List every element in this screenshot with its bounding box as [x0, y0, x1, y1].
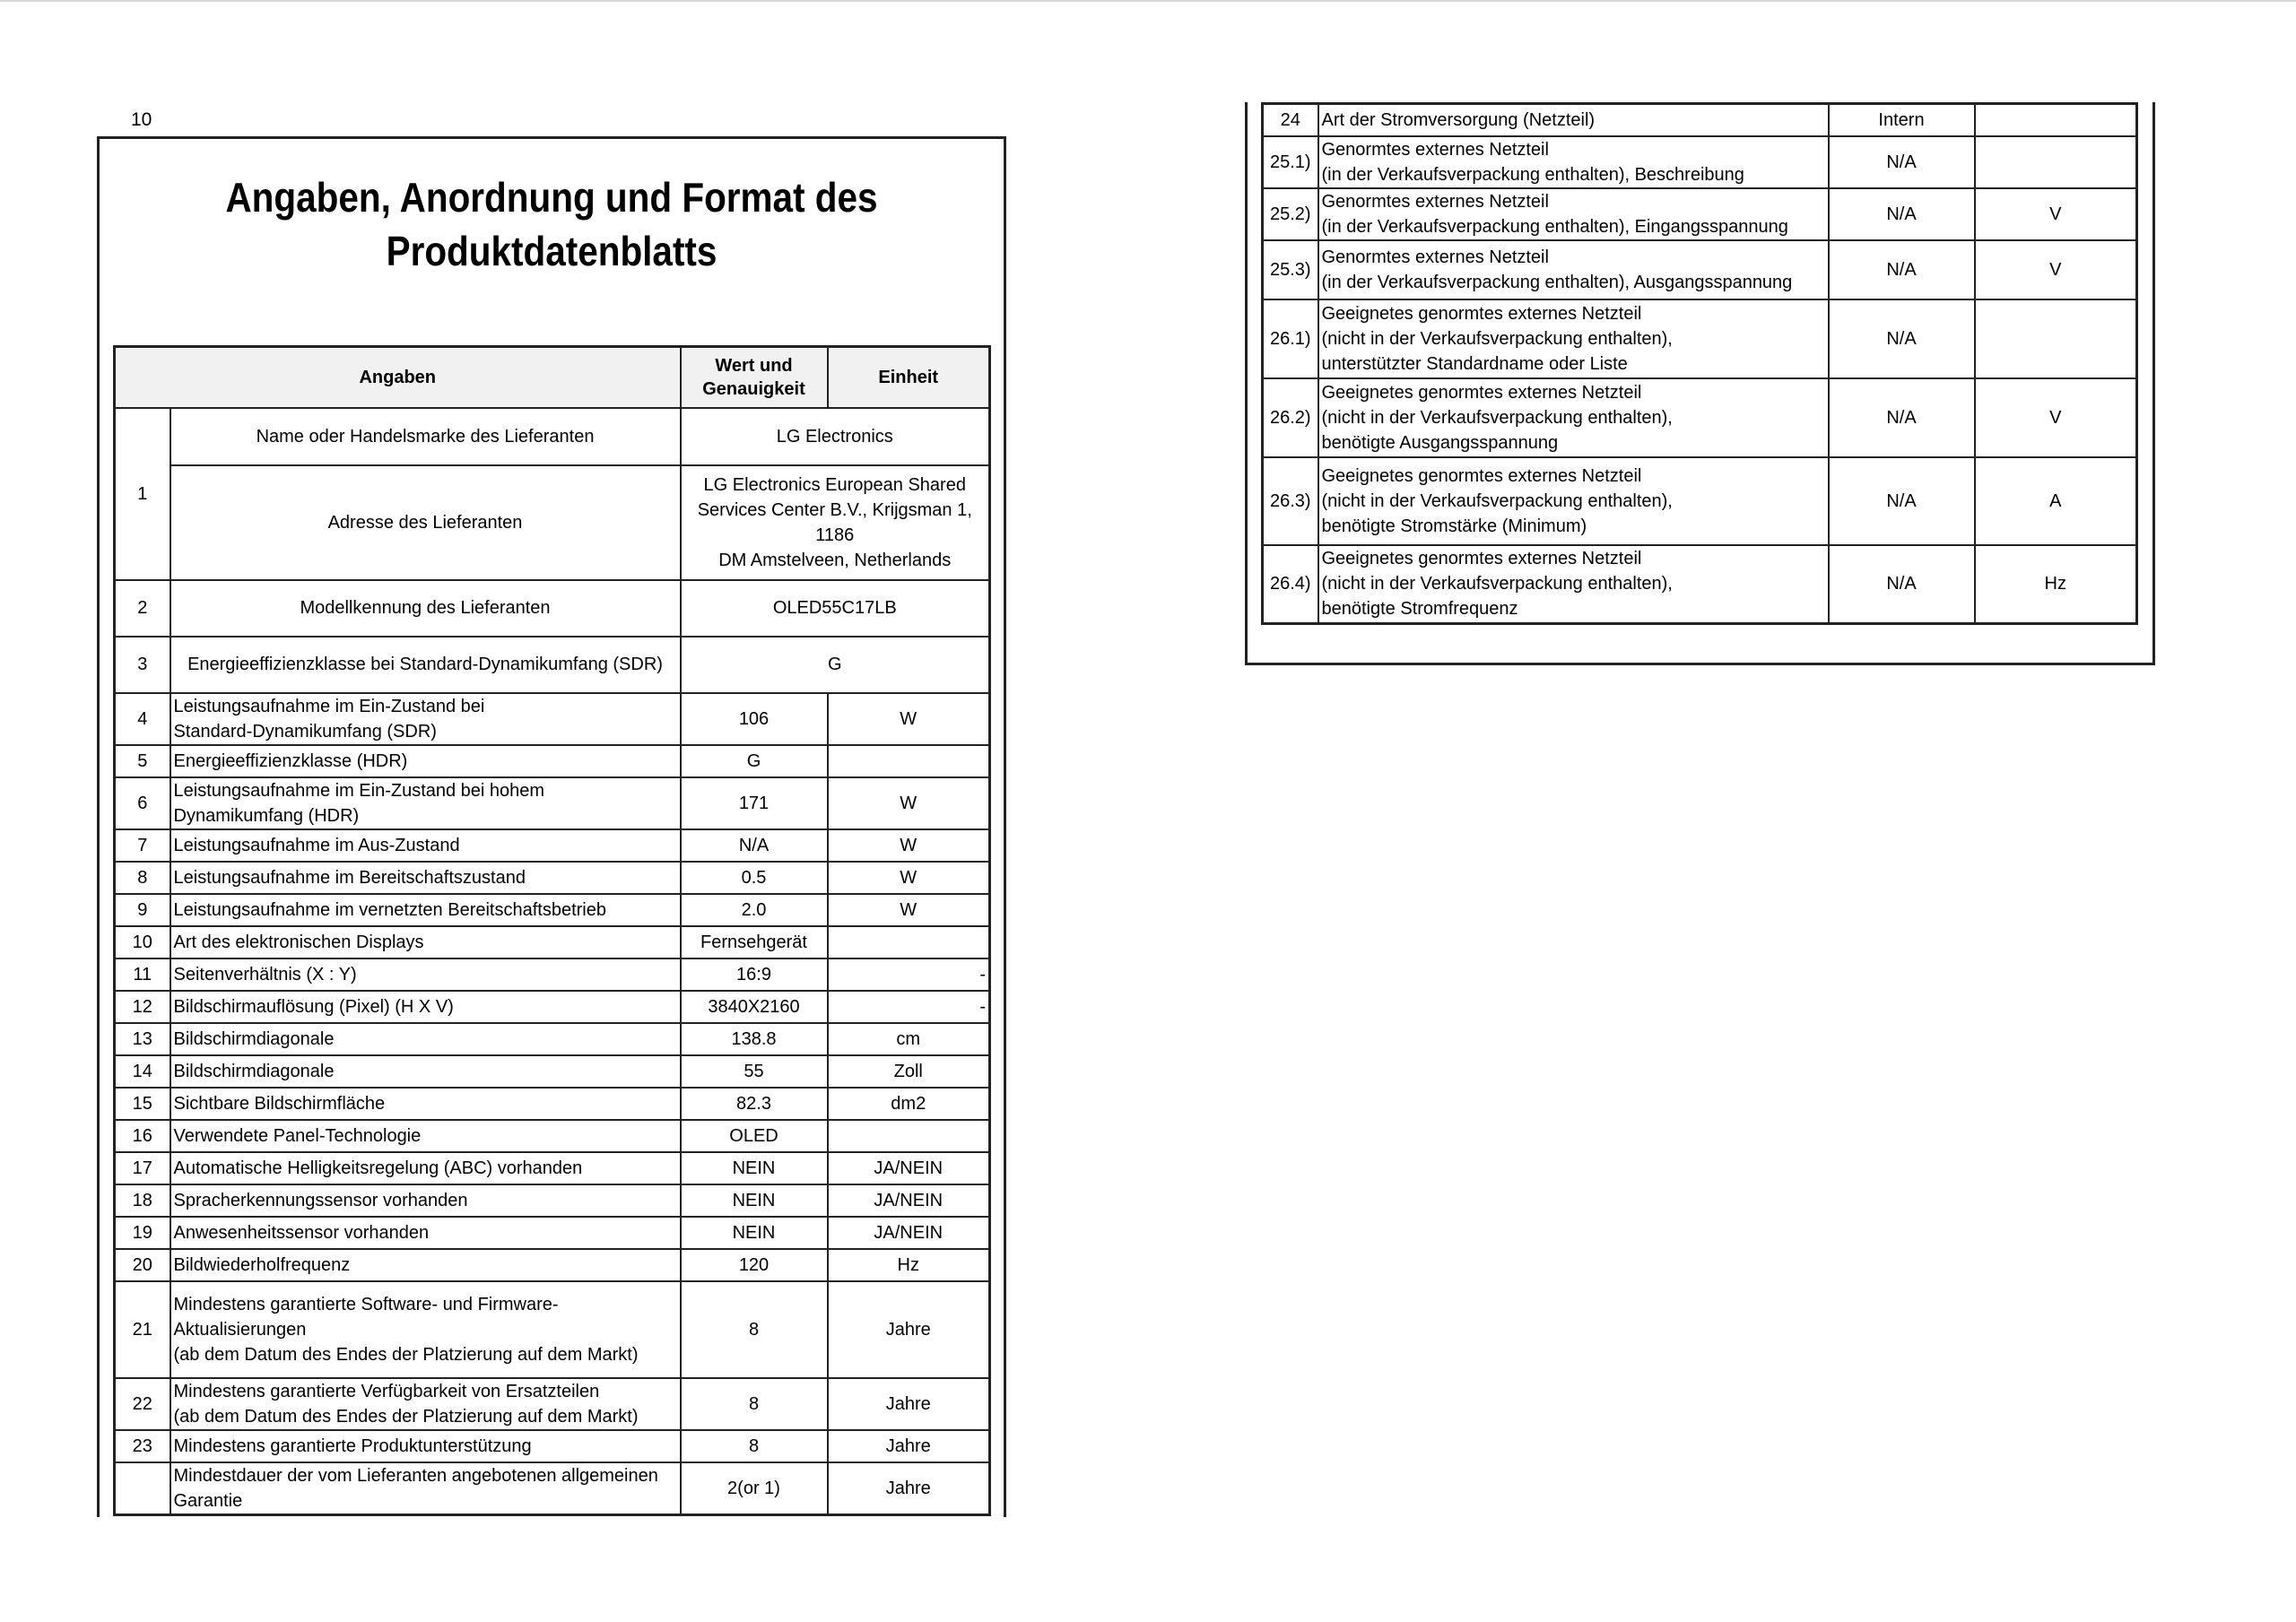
page-title [152, 170, 952, 278]
row-number: 23 [115, 1430, 170, 1462]
row-label: Art des elektronischen Displays [170, 926, 681, 958]
row-value: N/A [1829, 240, 1975, 299]
row-value: 2(or 1) [681, 1462, 828, 1515]
header-angaben: Angaben [115, 347, 681, 408]
row-unit: Jahre [828, 1281, 990, 1378]
row-unit [1975, 104, 2137, 136]
row-unit: JA/NEIN [828, 1217, 990, 1249]
table-row [1263, 378, 2137, 457]
row-unit: W [828, 894, 990, 926]
label-line: (nicht in der Verkaufsverpackung enthalten), [1321, 490, 1673, 511]
table-row [115, 958, 990, 991]
row-unit: V [1975, 378, 2137, 457]
row-unit [828, 1120, 990, 1152]
row-unit: Hz [828, 1249, 990, 1281]
row-number: 3 [115, 637, 170, 693]
label-line: (nicht in der Verkaufsverpackung enthalten), [1321, 574, 1673, 594]
row-value: 55 [681, 1055, 828, 1088]
table-row [115, 1055, 990, 1088]
table-row [1263, 188, 2137, 240]
title-line-1: Angaben, Anordnung und Format des [225, 174, 878, 221]
page-number: 10 [131, 109, 152, 130]
label-line: (ab dem Datum des Endes der Platzierung auf dem Markt) [173, 1344, 639, 1365]
table-row [1263, 545, 2137, 624]
row-number: 11 [115, 958, 170, 991]
row-label: Leistungsaufnahme im vernetzten Bereitschaftsbetrieb [170, 894, 681, 926]
row-number: 18 [115, 1184, 170, 1217]
row-number: 5 [115, 745, 170, 777]
table-row [115, 1281, 990, 1378]
row-number: 19 [115, 1217, 170, 1249]
label-line: Standard-Dynamikumfang (SDR) [173, 721, 437, 742]
table-row [115, 1023, 990, 1055]
label-line: Mindestens garantierte Software- und Firmware-Aktualisierungen [173, 1294, 559, 1340]
table-row [115, 1088, 990, 1120]
table-row [1263, 299, 2137, 378]
row-label [170, 1378, 681, 1430]
row-unit [828, 745, 990, 777]
row-number: 4 [115, 693, 170, 745]
row-label: Bildschirmdiagonale [170, 1055, 681, 1088]
table-row [115, 829, 990, 862]
row-number: 7 [115, 829, 170, 862]
label-line: (in der Verkaufsverpackung enthalten), Eingangsspannung [1321, 216, 1788, 237]
row-value: OLED [681, 1120, 828, 1152]
row-number: 6 [115, 777, 170, 829]
row-number: 9 [115, 894, 170, 926]
row-number: 10 [115, 926, 170, 958]
row-label: Sichtbare Bildschirmfläche [170, 1088, 681, 1120]
row-value: LG Electronics [681, 408, 990, 465]
label-line: Mindestens garantierte Verfügbarkeit von Ersatzteilen [173, 1381, 600, 1401]
table-row [1263, 136, 2137, 188]
row-value: Fernsehgerät [681, 926, 828, 958]
row-number: 14 [115, 1055, 170, 1088]
product-data-table-left [113, 345, 991, 1516]
row-unit: W [828, 862, 990, 894]
row-number: 26.3) [1263, 457, 1318, 545]
row-label [1318, 457, 1829, 545]
row-label: Modellkennung des Lieferanten [170, 580, 681, 637]
row-label: Spracherkennungssensor vorhanden [170, 1184, 681, 1217]
row-number: 1 [115, 408, 170, 580]
row-number: 24 [1263, 104, 1318, 136]
row-label [1318, 136, 1829, 188]
row-unit: Jahre [828, 1378, 990, 1430]
row-value: G [681, 637, 990, 693]
table-row [115, 862, 990, 894]
table-row [115, 1152, 990, 1184]
row-number: 8 [115, 862, 170, 894]
row-value: 3840X2160 [681, 991, 828, 1023]
row-unit: - [828, 991, 990, 1023]
row-value: N/A [1829, 378, 1975, 457]
row-number: 26.2) [1263, 378, 1318, 457]
row-label [170, 1281, 681, 1378]
row-number: 17 [115, 1152, 170, 1184]
row-unit: JA/NEIN [828, 1152, 990, 1184]
table-row [115, 777, 990, 829]
row-number [115, 1462, 170, 1515]
row-value: 2.0 [681, 894, 828, 926]
row-number: 12 [115, 991, 170, 1023]
row-unit: V [1975, 188, 2137, 240]
row-label: Mindestens garantierte Produktunterstützung [170, 1430, 681, 1462]
row-value: N/A [1829, 299, 1975, 378]
row-label: Name oder Handelsmarke des Lieferanten [170, 408, 681, 465]
table-header-row [115, 347, 990, 408]
table-row [115, 465, 990, 580]
label-line: Geeignetes genormtes externes Netzteil [1321, 382, 1642, 403]
label-line: benötigte Stromfrequenz [1321, 599, 1518, 620]
row-value: 0.5 [681, 862, 828, 894]
value-line: DM Amstelveen, Netherlands [718, 550, 952, 570]
row-label [1318, 188, 1829, 240]
table-row [115, 991, 990, 1023]
label-line: benötigte Ausgangsspannung [1321, 432, 1559, 453]
table-row [115, 1249, 990, 1281]
row-label: Bildschirmdiagonale [170, 1023, 681, 1055]
table-row [115, 745, 990, 777]
value-line: LG Electronics European Shared [703, 474, 966, 495]
row-unit: cm [828, 1023, 990, 1055]
table-row [115, 894, 990, 926]
row-number: 20 [115, 1249, 170, 1281]
row-value: NEIN [681, 1217, 828, 1249]
row-label [170, 777, 681, 829]
row-label: Leistungsaufnahme im Aus-Zustand [170, 829, 681, 862]
label-line: (nicht in der Verkaufsverpackung enthalten), [1321, 407, 1673, 428]
row-unit: dm2 [828, 1088, 990, 1120]
label-line: (nicht in der Verkaufsverpackung enthalten), [1321, 328, 1673, 349]
label-line: Leistungsaufnahme im Ein-Zustand bei [173, 696, 485, 716]
table-row [115, 1184, 990, 1217]
row-value: N/A [1829, 545, 1975, 624]
row-number: 25.3) [1263, 240, 1318, 299]
row-value: N/A [681, 829, 828, 862]
row-value: 8 [681, 1430, 828, 1462]
row-value: 120 [681, 1249, 828, 1281]
row-value: G [681, 745, 828, 777]
row-value: NEIN [681, 1152, 828, 1184]
row-number: 22 [115, 1378, 170, 1430]
row-label [1318, 240, 1829, 299]
table-row [115, 693, 990, 745]
row-label [170, 693, 681, 745]
row-label [1318, 378, 1829, 457]
row-unit: A [1975, 457, 2137, 545]
row-label: Leistungsaufnahme im Bereitschaftszustand [170, 862, 681, 894]
row-number: 13 [115, 1023, 170, 1055]
label-line: Leistungsaufnahme im Ein-Zustand bei hohem [173, 780, 545, 801]
label-line: Geeignetes genormtes externes Netzteil [1321, 465, 1642, 486]
table-row [115, 408, 990, 465]
top-rule [0, 0, 2296, 2]
table-row [115, 580, 990, 637]
value-line: Services Center B.V., Krijgsman 1, 1186 [697, 499, 972, 545]
label-line: Geeignetes genormtes externes Netzteil [1321, 303, 1642, 324]
label-line: (in der Verkaufsverpackung enthalten), Beschreibung [1321, 164, 1744, 185]
row-value: OLED55C17LB [681, 580, 990, 637]
row-unit: Hz [1975, 545, 2137, 624]
table-row [1263, 457, 2137, 545]
row-label: Energieeffizienzklasse bei Standard-Dynamikumfang (SDR) [170, 637, 681, 693]
row-label: Verwendete Panel-Technologie [170, 1120, 681, 1152]
table-row [115, 1217, 990, 1249]
row-number: 26.4) [1263, 545, 1318, 624]
row-number: 2 [115, 580, 170, 637]
table-row [1263, 104, 2137, 136]
label-line: (in der Verkaufsverpackung enthalten), Ausgangsspannung [1321, 272, 1793, 292]
row-unit: V [1975, 240, 2137, 299]
label-line: Dynamikumfang (HDR) [173, 805, 360, 826]
row-value: N/A [1829, 457, 1975, 545]
row-unit [828, 926, 990, 958]
row-unit: W [828, 777, 990, 829]
row-number: 15 [115, 1088, 170, 1120]
table-row [115, 637, 990, 693]
title-line-2: Produktdatenblatts [386, 228, 718, 274]
label-line: unterstützter Standardname oder Liste [1321, 353, 1628, 374]
row-label: Bildwiederholfrequenz [170, 1249, 681, 1281]
row-value: 106 [681, 693, 828, 745]
table-row [115, 1378, 990, 1430]
product-data-table-right [1261, 102, 2138, 625]
row-unit: W [828, 829, 990, 862]
row-value: Intern [1829, 104, 1975, 136]
row-unit: Zoll [828, 1055, 990, 1088]
row-unit: W [828, 693, 990, 745]
row-label: Seitenverhältnis (X : Y) [170, 958, 681, 991]
header-wert: Wert und Genauigkeit [681, 347, 828, 408]
row-label [1318, 299, 1829, 378]
row-unit [1975, 299, 2137, 378]
header-einheit: Einheit [828, 347, 990, 408]
table-row [1263, 240, 2137, 299]
row-unit: Jahre [828, 1430, 990, 1462]
row-value: 16:9 [681, 958, 828, 991]
label-line: Genormtes externes Netzteil [1321, 139, 1549, 160]
row-label: Adresse des Lieferanten [170, 465, 681, 580]
row-label [1318, 545, 1829, 624]
row-number: 25.2) [1263, 188, 1318, 240]
row-value: 8 [681, 1378, 828, 1430]
label-line: Geeignetes genormtes externes Netzteil [1321, 549, 1642, 569]
row-unit [1975, 136, 2137, 188]
row-unit: JA/NEIN [828, 1184, 990, 1217]
label-line: benötigte Stromstärke (Minimum) [1321, 516, 1587, 536]
row-value: 8 [681, 1281, 828, 1378]
table-row [115, 926, 990, 958]
label-line: Genormtes externes Netzteil [1321, 247, 1549, 267]
row-unit: Jahre [828, 1462, 990, 1515]
row-value [681, 465, 990, 580]
row-number: 26.1) [1263, 299, 1318, 378]
row-unit: - [828, 958, 990, 991]
row-number: 16 [115, 1120, 170, 1152]
row-value: 138.8 [681, 1023, 828, 1055]
table-row [115, 1430, 990, 1462]
row-number: 21 [115, 1281, 170, 1378]
row-value: N/A [1829, 136, 1975, 188]
label-line: Garantie [173, 1490, 243, 1511]
row-label: Energieeffizienzklasse (HDR) [170, 745, 681, 777]
row-value: NEIN [681, 1184, 828, 1217]
row-label: Anwesenheitssensor vorhanden [170, 1217, 681, 1249]
label-line: (ab dem Datum des Endes der Platzierung auf dem Markt) [173, 1406, 639, 1427]
row-value: N/A [1829, 188, 1975, 240]
row-label: Automatische Helligkeitsregelung (ABC) vorhanden [170, 1152, 681, 1184]
row-value: 171 [681, 777, 828, 829]
row-number: 25.1) [1263, 136, 1318, 188]
label-line: Mindestdauer der vom Lieferanten angebotenen allgemeinen [173, 1465, 658, 1486]
row-value: 82.3 [681, 1088, 828, 1120]
table-row [115, 1462, 990, 1515]
row-label [170, 1462, 681, 1515]
table-row [115, 1120, 990, 1152]
row-label: Bildschirmauflösung (Pixel) (H X V) [170, 991, 681, 1023]
label-line: Genormtes externes Netzteil [1321, 191, 1549, 212]
row-label: Art der Stromversorgung (Netzteil) [1318, 104, 1829, 136]
